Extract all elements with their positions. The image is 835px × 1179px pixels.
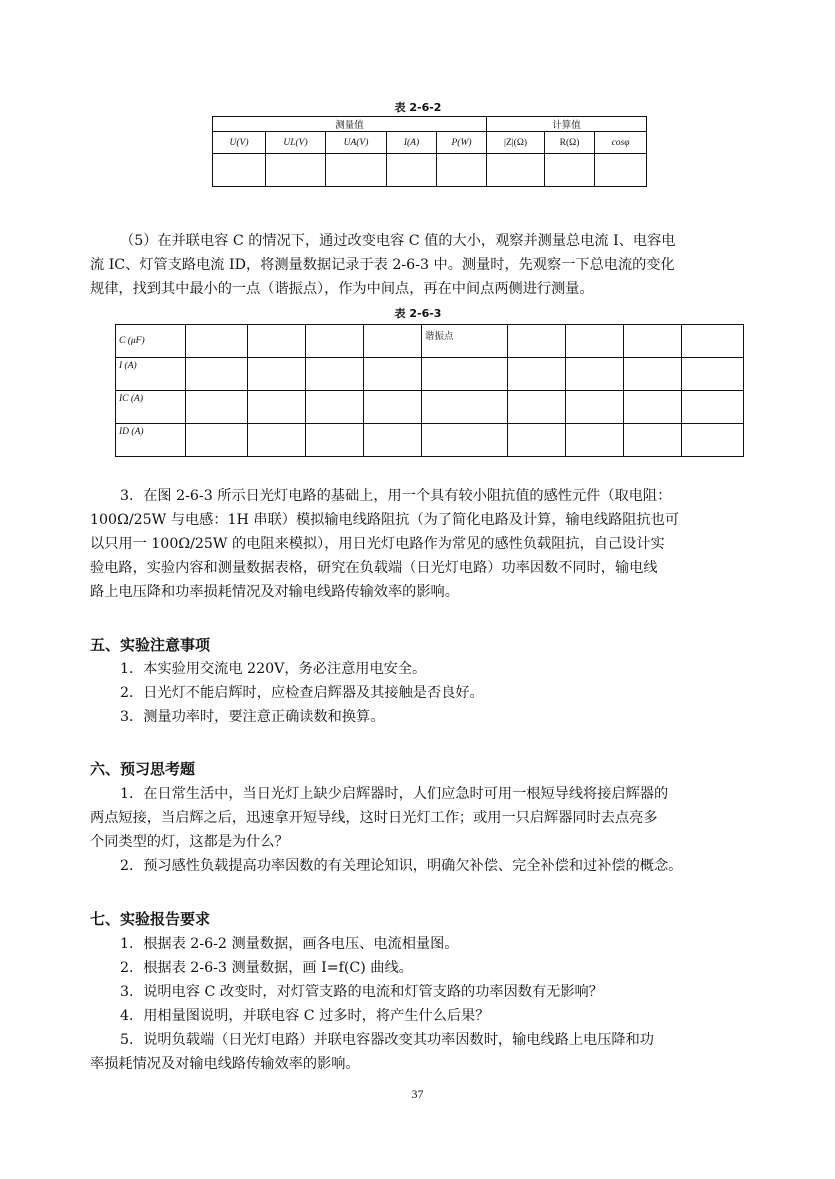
text-line: 1．在日常生活中，当日光灯上缺少启辉器时，人们应急时可用一根短导线将接启辉器的 [120,786,669,802]
text-line: 两点短接，当启辉之后，迅速拿开短导线，这时日光灯工作；或用一只启辉器同时去点亮多 [90,810,658,826]
data-cell [186,391,248,424]
data-cell [306,325,364,358]
data-cell [566,391,624,424]
text-line: 流 IC、灯管支路电流 ID，将测量数据记录于表 2-6-3 中。测量时，先观察一下总电流的变化 [90,257,675,273]
data-cell [682,424,744,457]
header-cell: UA(V) [326,132,387,154]
group-calculated: 计算值 [487,117,647,132]
text-line: 率损耗情况及对输电线路传输效率的影响。 [90,1056,360,1072]
data-cell [306,358,364,391]
text-line: 验电路，实验内容和测量数据表格，研究在负载端（日光灯电路）功率因数不同时，输电线 [90,560,658,576]
data-cell [566,424,624,457]
text-line: 3．在图 2-6-3 所示日光灯电路的基础上，用一个具有较小阻抗值的感性元件（取电阻： [120,488,672,504]
text-line: （5）在并联电容 C 的情况下，通过改变电容 C 值的大小，观察并测量总电流 I、电容电 [120,233,676,249]
list-item: 3．测量功率时，要注意正确读数和换算。 [120,709,385,725]
data-cell [248,391,306,424]
data-cell [364,424,422,457]
section-7-heading: 七、实验报告要求 [90,910,211,928]
text-line: 规律，找到其中最小的一点（谐振点），作为中间点，再在中间点两侧进行测量。 [90,281,594,297]
data-cell [624,358,682,391]
group-measured: 测量值 [213,117,487,132]
text-line: 个同类型的灯，这都是为什么？ [90,834,289,850]
header-cell: |Z|(Ω) [487,132,545,154]
data-cell [422,424,508,457]
data-cell [545,154,595,187]
list-item: 3．说明电容 C 改变时，对灯管支路的电流和灯管支路的功率因数有无影响？ [120,984,603,1000]
table-2-6-2 [212,116,647,187]
section-6-heading: 六、预习思考题 [90,760,196,778]
table-2-6-3 [115,324,744,457]
data-cell [306,391,364,424]
page-number: 37 [411,1087,424,1101]
list-item: 4．用相量图说明，并联电容 C 过多时，将产生什么后果？ [120,1008,490,1024]
text-line: 5．说明负载端（日光灯电路）并联电容器改变其功率因数时，输电线路上电压降和功 [120,1032,654,1048]
list-item: 2．预习感性负载提高功率因数的有关理论知识，明确欠补偿、完全补偿和过补偿的概念。 [120,858,683,874]
row-label: C (μF) [116,325,186,358]
list-item: 1．根据表 2-6-2 测量数据，画各电压、电流相量图。 [120,936,459,952]
data-row [213,154,647,187]
section-5-heading: 五、实验注意事项 [90,636,211,654]
data-cell [248,358,306,391]
data-cell [364,391,422,424]
text-line: 以只用一 100Ω/25W 的电阻来模拟），用日光灯电路作为常见的感性负载阻抗，自己设计实 [90,536,665,552]
data-cell [422,391,508,424]
data-cell [248,325,306,358]
data-cell [186,358,248,391]
header-cell: I(A) [387,132,437,154]
data-cell [624,424,682,457]
data-cell [364,325,422,358]
data-cell [508,391,566,424]
list-item: 1．本实验用交流电 220V，务必注意用电安全。 [120,661,427,677]
data-cell [422,358,508,391]
row-i [116,358,744,391]
data-cell [508,325,566,358]
data-cell [595,154,647,187]
data-cell [487,154,545,187]
data-cell [508,424,566,457]
text-line: 100Ω/25W 与电感：1H 串联）模拟输电线路阻抗（为了简化电路及计算，输电线路阻抗也可 [90,512,680,528]
data-cell [437,154,487,187]
data-cell [624,391,682,424]
text-line: 路上电压降和功率损耗情况及对输电线路传输效率的影响。 [90,584,459,600]
data-cell [364,358,422,391]
header-cell: U(V) [213,132,266,154]
row-ic [116,391,744,424]
table-2-6-3-caption: 表 2-6-3 [394,307,442,320]
data-cell [213,154,266,187]
data-cell [387,154,437,187]
header-cell: cosφ [595,132,647,154]
resonance-cell: 谐振点 [422,325,508,358]
data-cell [266,154,326,187]
header-cell: P(W) [437,132,487,154]
list-item: 2．根据表 2-6-3 测量数据，画 I=f(C) 曲线。 [120,960,413,976]
row-label: IC (A) [116,391,186,424]
data-cell [566,358,624,391]
data-cell [624,325,682,358]
data-cell [186,424,248,457]
header-cell: R(Ω) [545,132,595,154]
data-cell [566,325,624,358]
data-cell [682,391,744,424]
data-cell [186,325,248,358]
data-cell [248,424,306,457]
table-2-6-2-caption: 表 2-6-2 [394,101,442,114]
header-row [213,132,647,154]
data-cell [682,358,744,391]
row-id [116,424,744,457]
data-cell [682,325,744,358]
data-cell [306,424,364,457]
data-cell [508,358,566,391]
row-label: ID (A) [116,424,186,457]
row-label: I (A) [116,358,186,391]
row-c [116,325,744,358]
data-cell [326,154,387,187]
header-cell: UL(V) [266,132,326,154]
list-item: 2．日光灯不能启辉时，应检查启辉器及其接触是否良好。 [120,685,484,701]
